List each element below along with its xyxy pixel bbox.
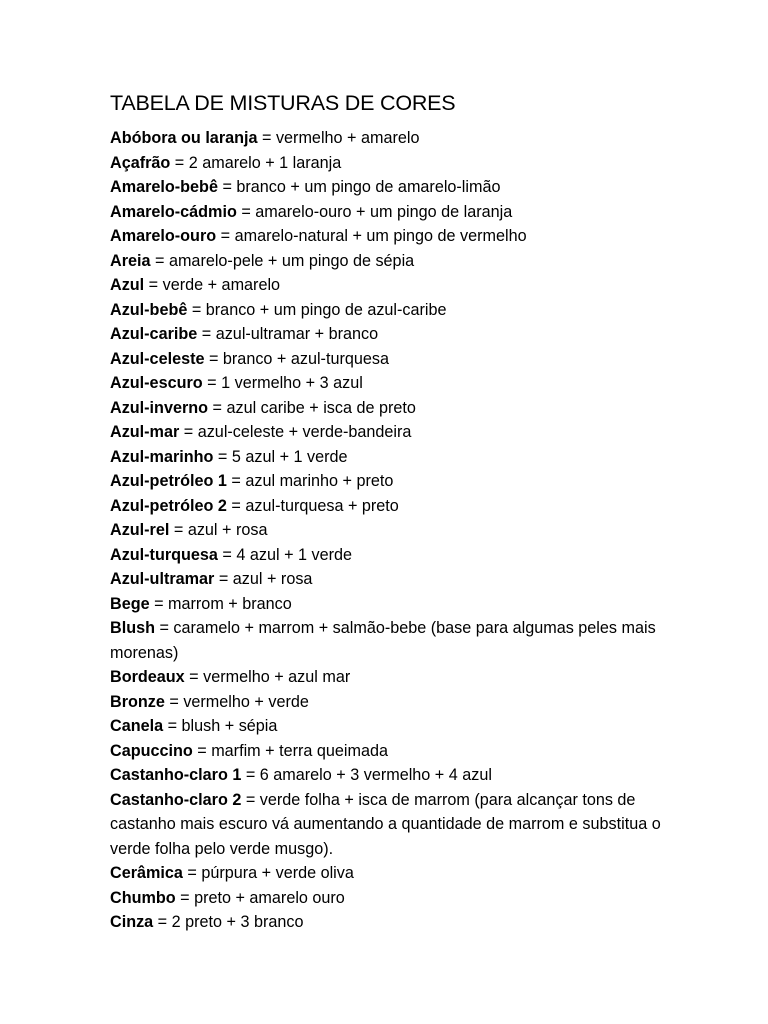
color-mix-entry: [110, 665, 690, 690]
color-name: Azul-rel: [110, 521, 170, 539]
color-name: Bronze: [110, 692, 165, 711]
color-name: Azul-bebê: [110, 300, 188, 319]
color-mix-recipe: = azul-celeste + verde-bandeira: [179, 423, 412, 441]
color-mix-entry: [110, 396, 690, 421]
color-name: Azul-escuro: [110, 374, 203, 392]
color-name: Açafrão: [110, 153, 171, 172]
color-mix-recipe: = vermelho + amarelo: [257, 129, 420, 147]
color-mix-recipe: = azul + rosa: [214, 570, 313, 588]
color-name: Castanho-claro 2: [110, 790, 242, 809]
color-mix-recipe: = 2 amarelo + 1 laranja: [170, 153, 342, 172]
color-name: Azul-inverno: [110, 398, 209, 417]
color-mix-recipe: = vermelho + azul mar: [184, 668, 351, 686]
color-mix-entry: [110, 518, 690, 543]
color-mix-entry: [110, 567, 690, 592]
color-name: Azul-petróleo 1: [110, 472, 227, 490]
color-mix-entry: [110, 322, 690, 347]
color-mix-recipe: = 4 azul + 1 verde: [217, 545, 353, 564]
color-mix-entry: [110, 200, 690, 225]
color-name: Capuccino: [110, 741, 193, 760]
color-mix-entry: [110, 910, 690, 935]
color-mix-entry: [110, 543, 690, 568]
color-mix-entry: [110, 469, 690, 494]
color-mix-entry: [110, 714, 690, 739]
color-mix-entry: [110, 126, 690, 151]
color-mix-entry: [110, 788, 690, 862]
color-name: Amarelo-cádmio: [110, 202, 237, 221]
color-mix-recipe: = azul marinho + preto: [226, 472, 394, 490]
color-mix-entry: [110, 249, 690, 274]
color-mix-recipe: = 2 preto + 3 branco: [153, 913, 304, 931]
color-name: Bordeaux: [110, 668, 185, 686]
color-name: Chumbo: [110, 888, 176, 907]
color-name: Cerâmica: [110, 864, 183, 882]
color-name: Azul-celeste: [110, 349, 205, 368]
color-mix-entry: [110, 371, 690, 396]
color-mix-recipe: = marrom + branco: [149, 594, 292, 613]
color-mix-recipe: = verde + amarelo: [144, 276, 281, 294]
color-mix-recipe: = branco + azul-turquesa: [204, 349, 389, 368]
color-name: Castanho-claro 1: [110, 766, 242, 784]
color-mix-recipe: = azul-ultramar + branco: [197, 325, 379, 343]
color-mix-recipe: = 1 vermelho + 3 azul: [202, 374, 363, 392]
color-mix-recipe: = púrpura + verde oliva: [182, 864, 354, 882]
color-mix-entry: [110, 616, 690, 665]
color-mix-recipe: = azul caribe + isca de preto: [208, 398, 416, 417]
color-mix-recipe: = 5 azul + 1 verde: [213, 447, 348, 466]
color-mix-recipe: = amarelo-pele + um pingo de sépia: [150, 251, 415, 270]
color-name: Azul: [110, 276, 145, 294]
color-mix-entry: [110, 445, 690, 470]
color-name: Azul-turquesa: [110, 545, 218, 564]
color-name: Blush: [110, 619, 155, 637]
color-name: Abóbora ou laranja: [110, 129, 258, 147]
color-mix-recipe: = azul + rosa: [169, 521, 268, 539]
color-mix-entry: [110, 861, 690, 886]
color-mix-recipe: = branco + um pingo de azul-caribe: [187, 300, 447, 319]
color-mix-entry: [110, 739, 690, 764]
color-name: Cinza: [110, 913, 154, 931]
color-mix-recipe: = caramelo + marrom + salmão-bebe (base para algumas peles mais morenas): [110, 619, 656, 662]
color-mix-recipe: = 6 amarelo + 3 vermelho + 4 azul: [241, 766, 492, 784]
color-mix-list: [110, 126, 690, 935]
color-name: Azul-petróleo 2: [110, 496, 227, 515]
color-mix-entry: [110, 273, 690, 298]
color-mix-entry: [110, 420, 690, 445]
color-mix-recipe: = amarelo-ouro + um pingo de laranja: [236, 202, 513, 221]
color-name: Amarelo-ouro: [110, 227, 217, 245]
color-mix-entry: [110, 151, 690, 176]
color-mix-entry: [110, 175, 690, 200]
color-mix-entry: [110, 224, 690, 249]
document-page: [110, 88, 690, 935]
color-mix-recipe: = azul-turquesa + preto: [226, 496, 399, 515]
color-mix-entry: [110, 298, 690, 323]
color-name: Canela: [110, 717, 164, 735]
color-name: Azul-mar: [110, 423, 180, 441]
color-mix-recipe: = verde folha + isca de marrom (para alcançar tons de castanho mais escuro vá aumentando a quantidade de marrom e substitua o verde folha pelo verde musgo).: [110, 790, 661, 858]
color-mix-recipe: = branco + um pingo de amarelo-limão: [217, 178, 501, 196]
color-mix-recipe: = vermelho + verde: [164, 692, 309, 711]
color-name: Amarelo-bebê: [110, 178, 218, 196]
color-mix-recipe: = preto + amarelo ouro: [175, 888, 345, 907]
color-name: Areia: [110, 251, 151, 270]
color-name: Azul-caribe: [110, 325, 198, 343]
color-mix-entry: [110, 690, 690, 715]
color-mix-entry: [110, 494, 690, 519]
color-mix-entry: [110, 347, 690, 372]
page-title: TABELA DE MISTURAS DE CORES: [110, 91, 456, 115]
color-mix-recipe: = blush + sépia: [163, 717, 278, 735]
color-mix-recipe: = amarelo-natural + um pingo de vermelho: [216, 227, 527, 245]
color-name: Azul-ultramar: [110, 570, 215, 588]
color-name: Azul-marinho: [110, 447, 214, 466]
color-mix-recipe: = marfim + terra queimada: [192, 741, 388, 760]
color-mix-entry: [110, 763, 690, 788]
color-mix-entry: [110, 886, 690, 911]
color-name: Bege: [110, 594, 150, 613]
color-mix-entry: [110, 592, 690, 617]
